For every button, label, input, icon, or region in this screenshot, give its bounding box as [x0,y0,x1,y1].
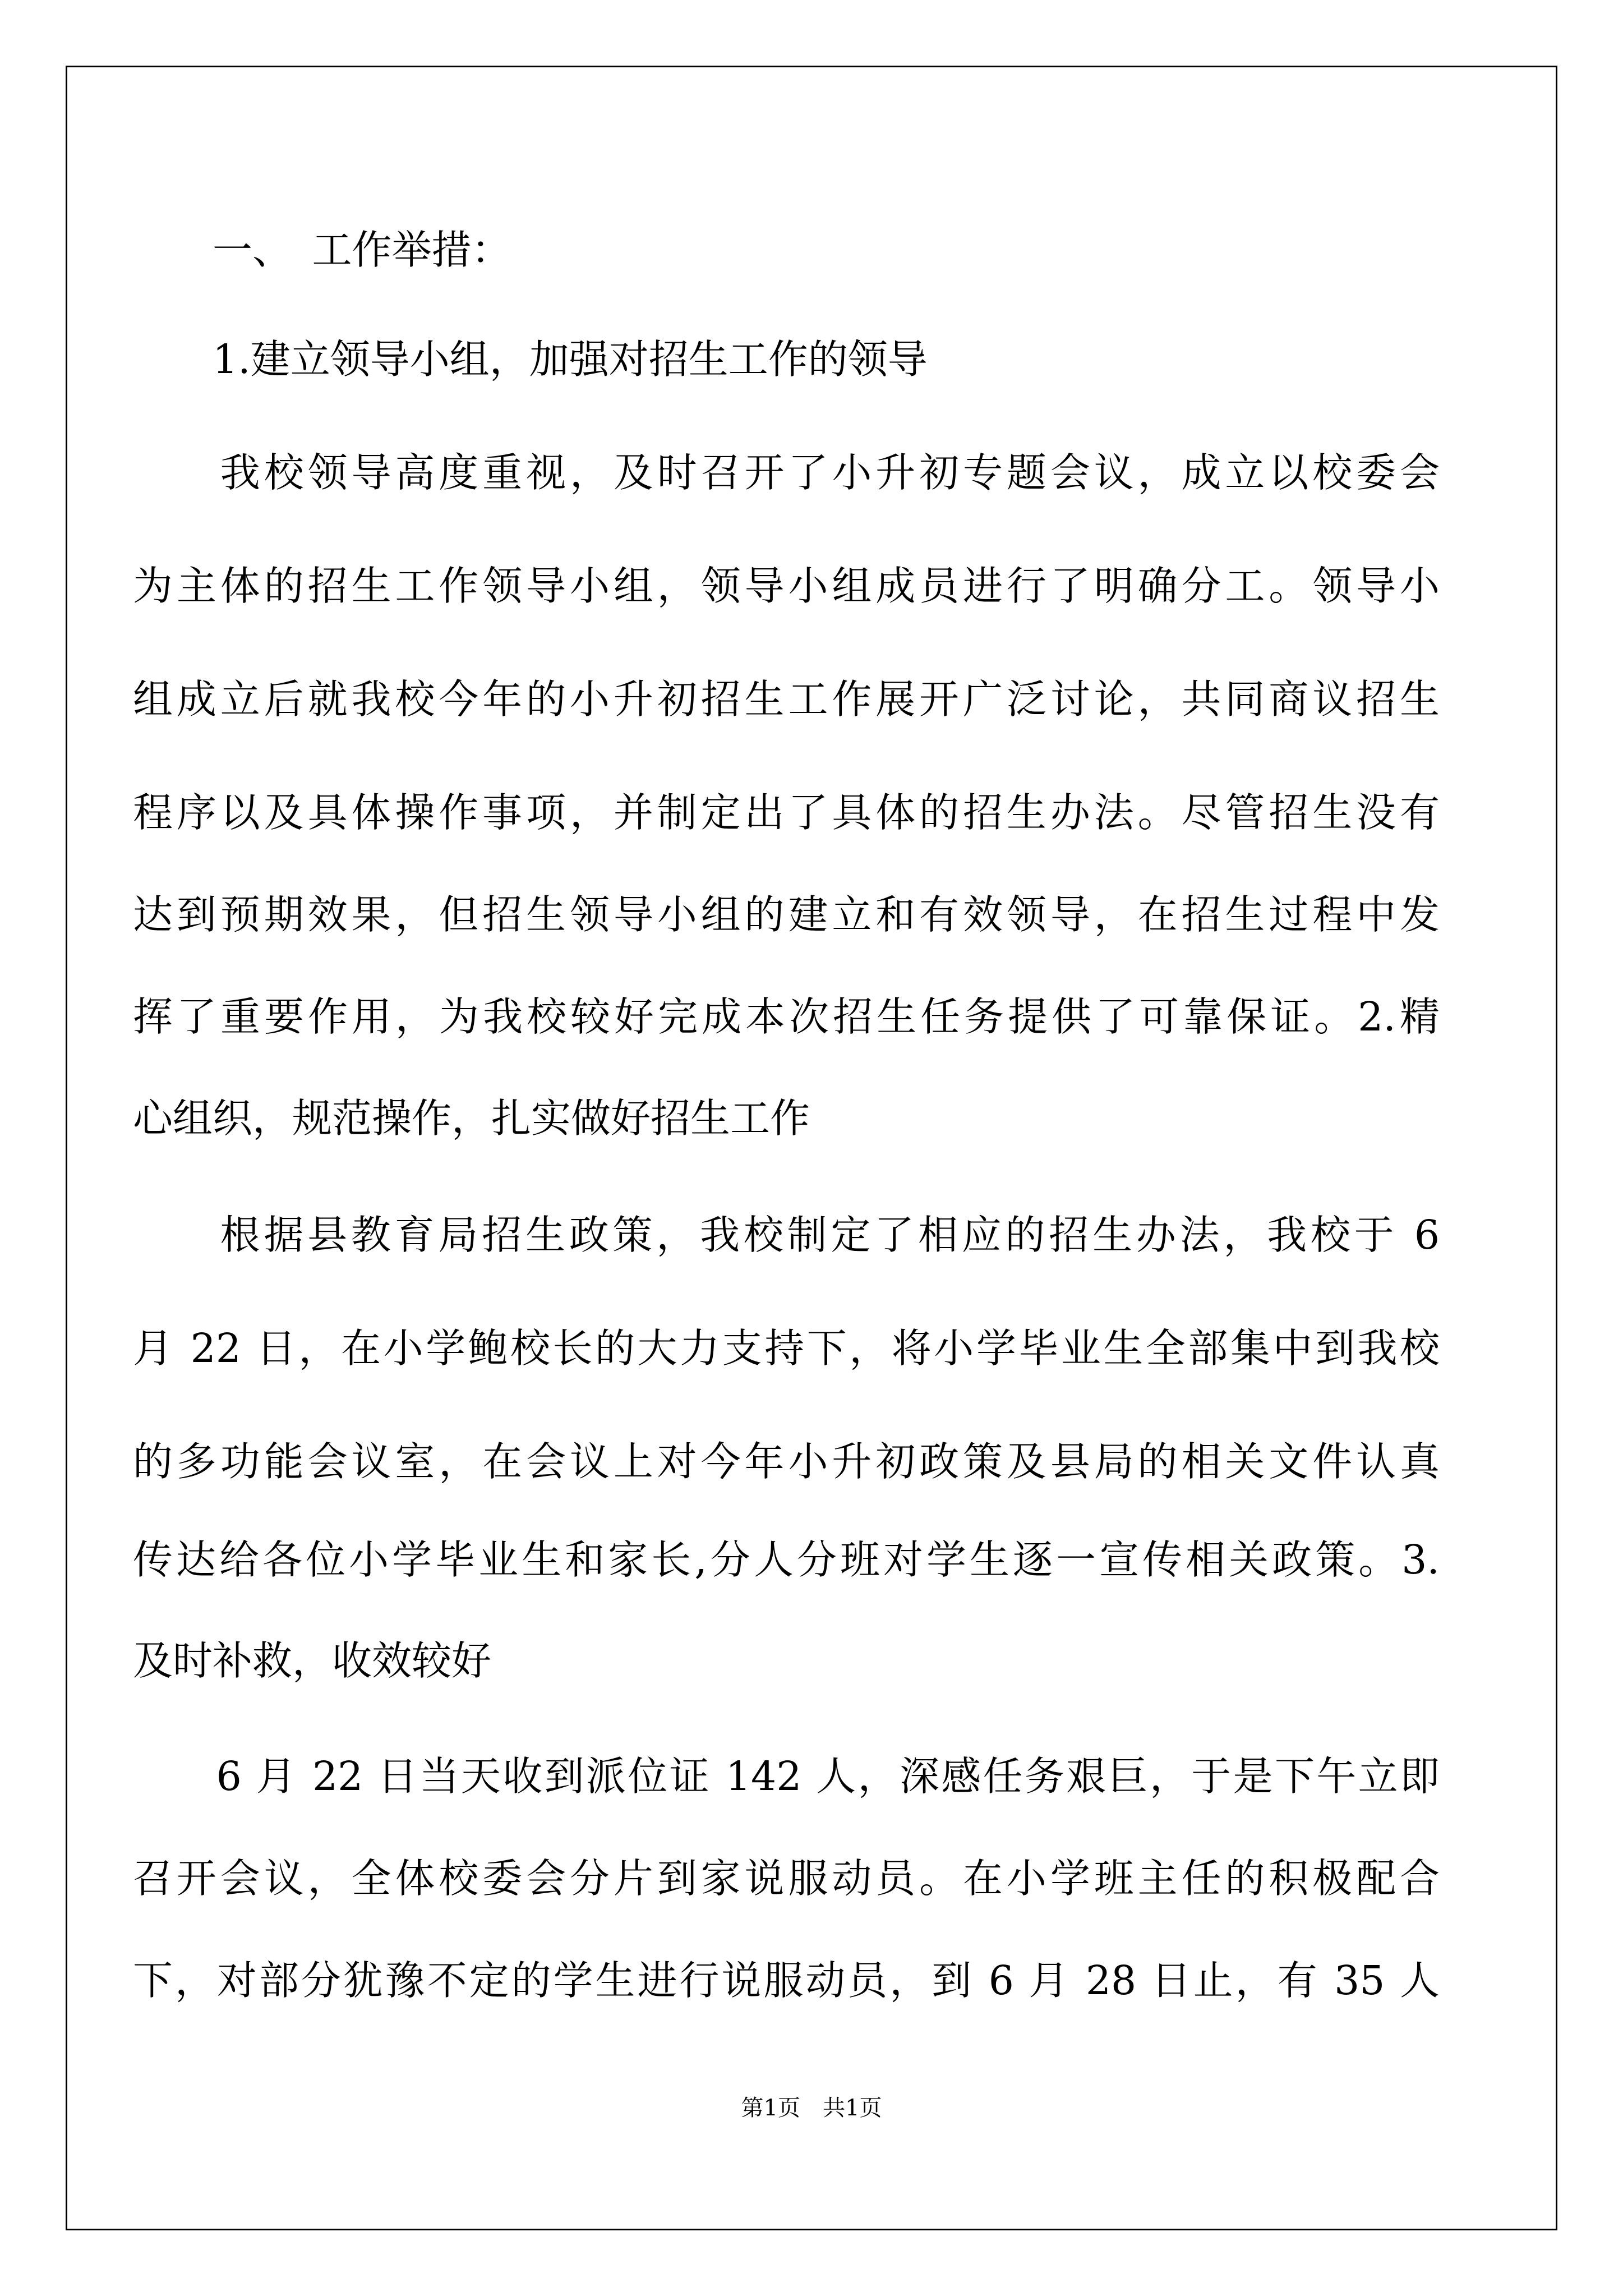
paragraph-line: 召开会议，全体校委会分片到家说服动员。在小学班主任的积极配合 [133,1855,1440,1902]
subheading-1: 1.建立领导小组，加强对招生工作的领导 [133,336,928,383]
paragraph-line: 传达给各位小学毕业生和家长,分人分班对学生逐一宣传相关政策。3. [133,1536,1440,1583]
paragraph-line: 挥了重要作用，为我校较好完成本次招生任务提供了可靠保证。2.精 [133,993,1440,1040]
section-heading: 一、 工作举措： [133,227,511,273]
paragraph-line: 程序以及具体操作事项，并制定出了具体的招生办法。尽管招生没有 [133,789,1440,836]
paragraph-line: 6 月 22 日当天收到派位证 142 人，深感任务艰巨，于是下午立即 [133,1753,1440,1800]
paragraph-line: 心组织，规范操作，扎实做好招生工作 [133,1095,810,1142]
paragraph-line: 月 22 日，在小学鲍校长的大力支持下，将小学毕业生全部集中到我校 [133,1325,1440,1372]
paragraph-line: 为主体的招生工作领导小组，领导小组成员进行了明确分工。领导小 [133,563,1440,609]
paragraph-line: 组成立后就我校今年的小升初招生工作展开广泛讨论，共同商议招生 [133,676,1440,723]
paragraph-line: 我校领导高度重视，及时召开了小升初专题会议，成立以校委会 [133,449,1440,496]
page-border [66,66,1557,2230]
paragraph-line: 的多功能会议室，在会议上对今年小升初政策及县局的相关文件认真 [133,1438,1440,1485]
paragraph-line: 达到预期效果，但招生领导小组的建立和有效领导，在招生过程中发 [133,891,1440,938]
paragraph-line: 及时补救，收效较好 [133,1637,492,1684]
paragraph-line: 下，对部分犹豫不定的学生进行说服动员，到 6 月 28 日止，有 35 人 [133,1957,1440,2004]
paragraph-line: 根据县教育局招生政策，我校制定了相应的招生办法，我校于 6 [133,1212,1440,1258]
page-number: 第1页 共1页 [741,2095,882,2121]
